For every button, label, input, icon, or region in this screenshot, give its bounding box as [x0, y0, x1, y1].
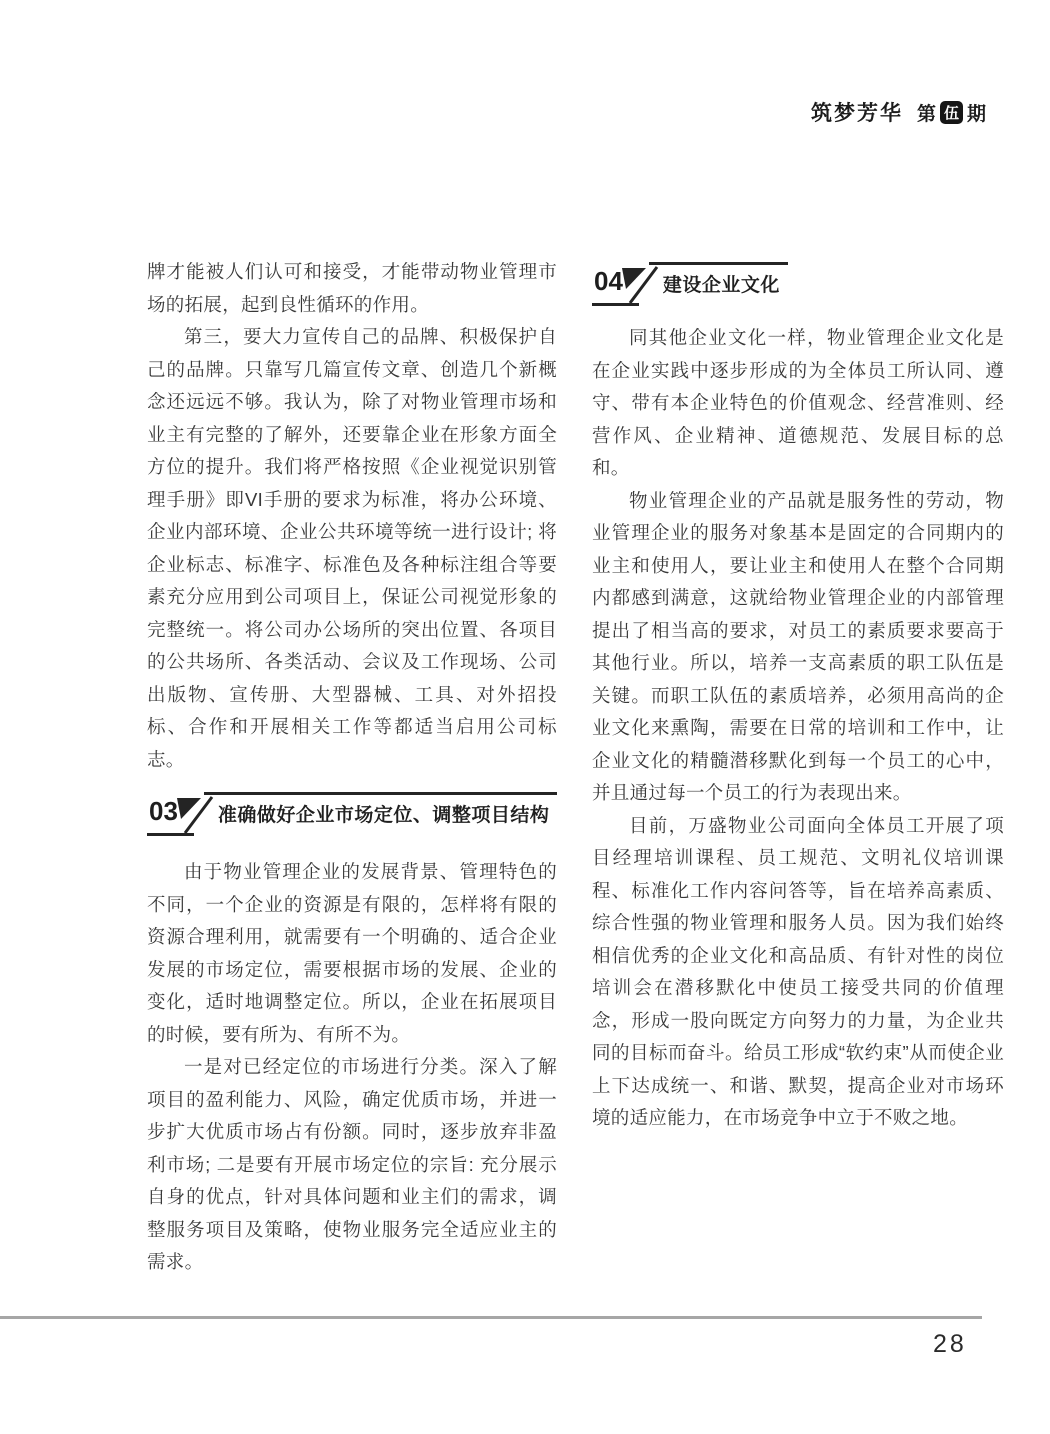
- left-column: [147, 256, 557, 1279]
- body-paragraph: 第三，要大力宣传自己的品牌、积极保护自己的品牌。只靠写几篇宣传文章、创造几个新概念还远远不够。我认为，除了对物业管理市场和业主有完整的了解外，还要靠企业在形象方面全方位的提升。我们将严格按照《企业视觉识别管理手册》即VI手册的要求为标准，将办公环境、企业内部环境、企业公共环境等统一进行设计; 将企业标志、标准字、标准色及各种标注组合等要素充分应用到公司项目上，保证公司视觉形象的完整统一。将公司办公场所的突出位置、各项目的公共场所、各类活动、会议及工作现场、公司出版物、宣传册、大型器械、工具、对外招投标、合作和开展相关工作等都适当启用公司标志。: [147, 326, 557, 770]
- issue-prefix: 第: [916, 103, 936, 125]
- slash-ornament-icon: [176, 792, 216, 838]
- section-title: 建设企业文化: [649, 262, 788, 298]
- right-column: [592, 256, 1004, 1135]
- section-heading-03: [147, 792, 557, 842]
- page-number: 28: [933, 1330, 967, 1358]
- section-number: 03: [147, 792, 194, 836]
- section-number: 04: [592, 262, 639, 306]
- body-paragraph: 同其他企业文化一样，物业管理企业文化是在企业实践中逐步形成的为全体员工所认同、遵守、带有本企业特色的价值观念、经营准则、经营作风、企业精神、道德规范、发展目标的总和。: [592, 327, 1004, 478]
- issue-number-badge: 伍: [940, 101, 963, 124]
- body-paragraph: 目前，万盛物业公司面向全体员工开展了项目经理培训课程、员工规范、文明礼仪培训课程、标准化工作内容问答等，旨在培养高素质、综合性强的物业管理和服务人员。因为我们始终相信优秀的企业文化和高品质、有针对性的岗位培训会在潜移默化中使员工接受共同的价值理念，形成一股向既定方向努力的力量，为企业共同的目标而奋斗。给员工形成“软约束”从而使企业上下达成统一、和谐、默契，提高企业对市场环境的适应能力，在市场竞争中立于不败之地。: [592, 814, 1004, 1128]
- body-paragraph: 物业管理企业的产品就是服务性的劳动，物业管理企业的服务对象基本是固定的合同期内的业主和使用人，要让业主和使用人在整个合同期内都感到满意，这就给物业管理企业的内部管理提出了相当高的要求，对员工的素质要求要高于其他行业。所以，培养一支高素质的职工队伍是关键。而职工队伍的素质培养，必须用高尚的企业文化来熏陶，需要在日常的培训和工作中，让企业文化的精髓潜移默化到每一个员工的心中，并且通过每一个员工的行为表现出来。: [592, 489, 1004, 803]
- section-heading-04: [592, 262, 1004, 312]
- slash-ornament-icon: [621, 262, 661, 308]
- footer-rule: [0, 1316, 982, 1319]
- page-header: [811, 97, 986, 127]
- issue-suffix: 期: [966, 103, 986, 125]
- section-title: 准确做好企业市场定位、调整项目结构: [204, 792, 558, 828]
- body-paragraph: 牌才能被人们认可和接受，才能带动物业管理市场的拓展，起到良性循环的作用。: [147, 261, 557, 315]
- magazine-title: 筑梦芳华: [810, 102, 903, 125]
- body-paragraph: 一是对已经定位的市场进行分类。深入了解项目的盈利能力、风险，确定优质市场，并进一步扩大优质市场占有份额。同时，逐步放弃非盈利市场; 二是要有开展市场定位的宗旨: 充分展示自身的优点，针对具体问题和业主们的需求，调整服务项目及策略，使物业服务完全适应业主的需求。: [147, 1056, 557, 1272]
- issue-label: [917, 99, 986, 126]
- body-paragraph: 由于物业管理企业的发展背景、管理特色的不同，一个企业的资源是有限的，怎样将有限的资源合理利用，就需要有一个明确的、适合企业发展的市场定位，需要根据市场的发展、企业的变化，适时地调整定位。所以，企业在拓展项目的时候，要有所为、有所不为。: [147, 861, 557, 1045]
